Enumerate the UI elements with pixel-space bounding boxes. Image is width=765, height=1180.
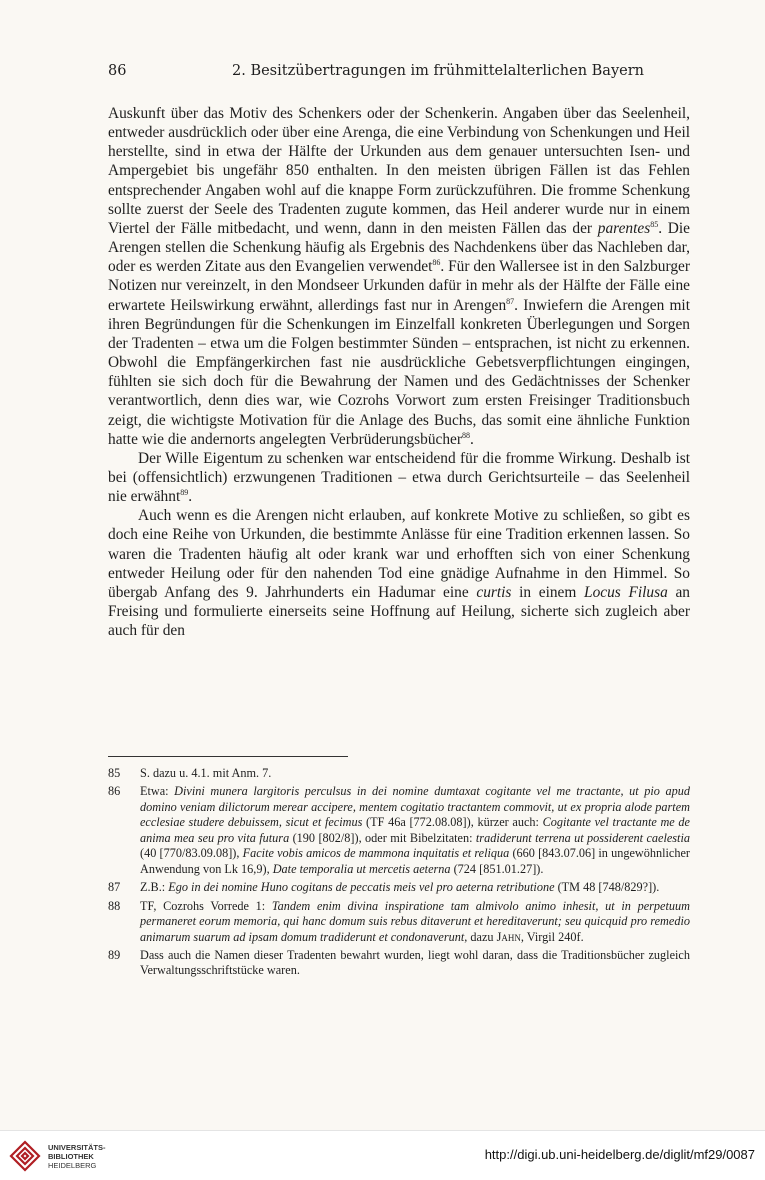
footnote-text: TF, Cozrohs Vorrede 1: <box>140 898 272 913</box>
paragraph-1 <box>108 104 690 449</box>
paragraph-2 <box>108 449 690 506</box>
text-run: Auskunft über das Motiv des Schenkers oder der Schenkerin. Angaben über das Seelenheil, entweder ausdrücklich oder über eine Arenga, die eine Verbindung von Schenkungen und Heil herstellte, sind in etwa der Hälfte der Urkunden aus dem genauer untersuchten Isen- und Ampergebiet bis ungefähr 850 enthalten. In den meisten übrigen Fällen ist das Fehlen entsprechender Angaben wohl auf die knappe Form zurückzuführen. Die fromme Schenkung sollte zuerst der Seele des Tradenten zugute kommen, das Heil anderer wurde nur in einem Viertel der Fälle mitbedacht, und wenn, dann in den meisten Fällen das der <box>108 105 690 237</box>
text-run: Auch wenn es die Arengen nicht erlauben, auf konkrete Motive zu schließen, so gibt es doch eine Reihe von Urkunden, die bestimmte Anlässe für eine Tradition erkennen lassen. So waren die Tradenten häufig alt oder krank war und erhofften sich von einer Schenkung entweder Heilung oder für den nahenden Tod eine gnädige Aufnahme in den Himmel. So übergab Anfang des 9. Jahrhunderts ein Hadumar eine <box>108 507 690 601</box>
footnote-text: Dass auch die Namen dieser Tradenten bewahrt wurden, liegt wohl daran, dass die Traditionsbücher zugleich Verwaltungsschriftstücke waren. <box>140 947 690 978</box>
latin-quote: Ego in dei nomine Huno cogitans de peccatis meis vel pro aeterna retributione <box>168 880 555 895</box>
italic-term: Locus Filusa <box>584 583 668 601</box>
text-run: . <box>188 488 193 506</box>
footnote-ref-89[interactable]: 89 <box>180 488 189 498</box>
latin-quote: tradiderunt terrena ut possiderent caelestia <box>475 830 690 845</box>
logo-line: HEIDELBERG <box>48 1161 97 1170</box>
footnote-text: (660 [843.07.06] in ungewöhnlicher Anwendung von Lk 16,9), <box>140 846 690 876</box>
italic-term: curtis <box>476 583 512 601</box>
latin-quote: Tandem enim divina inspiratione tam almivolo animo inhesit, ut in perpetuum permaneret eorum memoria, qui hanc domum suis rebus ditaverunt et hereditaverunt; seu quicquid pro remedio animarum suarum ad ipsam domum tradiderunt et condonaverunt <box>140 898 690 944</box>
text-run: . Inwiefern die Arengen mit ihren Begründungen für die Schenkungen im Einzelfall konkreten Überlegungen und Sorgen der Tradenten – etwa um die Folgen bestimmter Sünden – entsprachen, ist nicht zu erkennen. Obwohl die Empfängerkirchen fast nie ausdrückliche Gebetsverpflichtungen eingingen, fühlten sie sich doch für die Bewahrung der Namen und des Gedächtnisses der Schenker verantwortlich, denn dies war, wie Cozrohs Vorwort zum ersten Freisinger Traditionsbuch zeigt, die wichtigste Motivation für die Anlage des Buchs, das somit eine ähnliche Funktion hatte wie die andernorts angelegten Verbrüderungsbücher <box>108 296 690 448</box>
footnote-ref-87[interactable]: 87 <box>506 296 515 306</box>
footnote-text: S. dazu u. 4.1. mit Anm. 7. <box>140 766 272 780</box>
permalink-url[interactable]: http://digi.ub.uni-heidelberg.de/diglit/mf29/0087 <box>484 1147 755 1162</box>
text-run: . <box>470 430 474 448</box>
viewer-footer <box>0 1130 765 1180</box>
footnote-text: (40 [770/83.09.08]), <box>140 846 243 861</box>
author-name: Jahn <box>496 929 521 944</box>
footnote-text: Z.B.: <box>140 880 169 895</box>
footnote-number: 86 <box>108 784 121 799</box>
running-title: 2. Besitzübertragungen im frühmittelalterlichen Bayern <box>232 63 644 79</box>
footnote-number: 87 <box>108 880 121 895</box>
main-text <box>108 104 690 640</box>
footnote-number: 89 <box>108 947 121 962</box>
footnote-text: (TM 48 [748/829?]). <box>554 880 660 895</box>
italic-term: parentes <box>597 219 651 237</box>
latin-quote: Date temporalia ut mercetis aeterna <box>272 861 451 876</box>
footnote-text: Etwa: <box>140 784 175 799</box>
paragraph-3 <box>108 506 690 640</box>
footnote-86 <box>108 784 690 877</box>
logo-line: UNIVERSITÄTS- <box>48 1143 106 1152</box>
library-logo[interactable] <box>8 1139 138 1173</box>
latin-quote: Facite vobis amicos de mammona inquitatis et reliqua <box>242 846 510 861</box>
text-run: an Freising und formulierte einerseits seine Hoffnung auf Heilung, sicherte sich zugleich aber auch für den <box>108 583 690 640</box>
footnote-number: 88 <box>108 898 121 913</box>
footnote-ref-88[interactable]: 88 <box>462 430 470 440</box>
text-run: Der Wille Eigentum zu schenken war entscheidend für die fromme Wirkung. Deshalb ist bei (offensichtlich) erzwungenen Traditionen – etwa durch Gerichtsurteile – das Seelenheil nie erwähnt <box>108 449 690 506</box>
latin-quote: Divini munera largitoris perculsus in dei nomine dumtaxat cogitante vel me tractante, ut pio apud domino veniam dilictorum merear accipere, mentem cogitatio tractantem commovit, ut ex propria alode partem ecclesiae studere debuissem, sicut et fecimus <box>140 784 690 830</box>
footnote-88 <box>108 899 690 945</box>
footnote-text: (TF 46a [772.08.08]), kürzer auch: <box>362 815 543 830</box>
text-run: . Die Arengen stellen die Schenkung häufig als Ergebnis des Nachdenkens über das Nachleben dar, oder es werden Zitate aus den Evangelien verwendet <box>108 219 690 276</box>
page-header <box>108 63 690 83</box>
text-run: . Für den Wallersee ist in den Salzburger Notizen nur vereinzelt, in den Mondseer Urkunden dafür in mehr als der Hälfte der Fälle eine erwartete Heilswirkung erwähnt, allerdings fast nur in Arengen <box>108 258 690 314</box>
text-run: in einem <box>511 583 585 601</box>
library-name <box>48 1143 106 1170</box>
latin-quote: Cogitante vel tractante me de anima mea seu pro vita futura <box>140 815 690 845</box>
footnote-text: , Virgil 240f. <box>520 929 584 944</box>
footnote-text: (190 [802/8]), oder mit Bibelzitaten: <box>289 830 476 845</box>
logo-line: BIBLIOTHEK <box>48 1152 94 1161</box>
footnote-text: (724 [851.01.27]). <box>450 861 544 876</box>
footnote-number: 85 <box>108 766 121 780</box>
footnote-87 <box>108 880 690 895</box>
footnote-ref-85[interactable]: 85 <box>650 219 659 229</box>
footnote-text: , dazu <box>464 929 497 944</box>
page-number: 86 <box>108 63 127 79</box>
footnotes <box>108 766 690 982</box>
footnote-ref-86[interactable]: 86 <box>432 258 441 268</box>
footnote-85 <box>108 766 690 781</box>
library-logo-icon <box>8 1139 42 1173</box>
footnote-divider <box>108 756 348 757</box>
footnote-89 <box>108 948 690 979</box>
